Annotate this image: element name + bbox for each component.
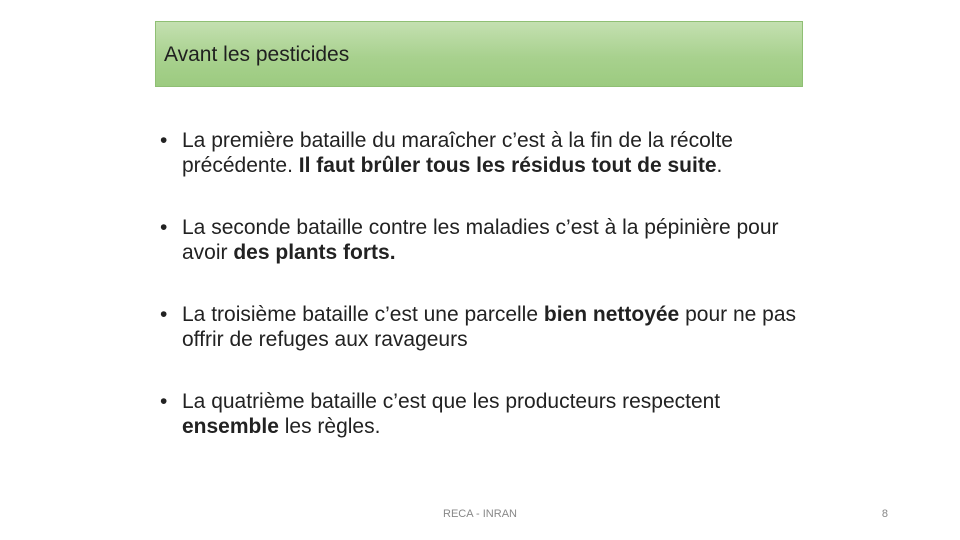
- bullet-item-1: [160, 128, 820, 178]
- bullet-3-emphasis: bien nettoyée: [543, 303, 680, 326]
- bullet-2-emphasis: des plants forts.: [233, 241, 396, 264]
- bullet-3-part-3: pour ne pas offrir de refuges aux ravageurs: [182, 303, 797, 351]
- bullet-4-part-1: La quatrième bataille c’est que les producteurs respectent: [182, 390, 721, 413]
- bullet-dot: •: [160, 216, 168, 239]
- bullet-item-3: [160, 302, 820, 352]
- slide-title: Avant les pesticides: [164, 43, 350, 66]
- title-box: [155, 21, 803, 87]
- footer-text: RECA - INRAN: [443, 508, 517, 520]
- bullet-dot: •: [160, 129, 168, 152]
- bullet-2-part-1: La seconde bataille contre les maladies c’est à la pépinière pour avoir: [182, 216, 779, 264]
- page-number: 8: [881, 508, 888, 520]
- bullet-1-part-3: .: [716, 154, 723, 177]
- bullet-text-3: [182, 303, 796, 351]
- bullet-4-emphasis: ensemble: [182, 415, 279, 438]
- bullet-item-4: [160, 389, 820, 439]
- bullet-text-1: [182, 129, 733, 177]
- bullet-text-2: [182, 216, 779, 264]
- bullet-1-part-1: La première bataille du maraîcher c’est à la fin de la récolte précédente.: [182, 129, 733, 177]
- bullet-list: [160, 128, 820, 439]
- bullet-3-part-1: La troisième bataille c’est une parcelle: [182, 303, 544, 326]
- bullet-text-4: [182, 390, 720, 438]
- bullet-4-part-3: les règles.: [278, 415, 381, 438]
- bullet-1-emphasis: Il faut brûler tous les résidus tout de suite: [298, 154, 717, 177]
- bullet-dot: •: [160, 303, 168, 326]
- bullet-dot: •: [160, 390, 168, 413]
- bullet-item-2: [160, 215, 820, 265]
